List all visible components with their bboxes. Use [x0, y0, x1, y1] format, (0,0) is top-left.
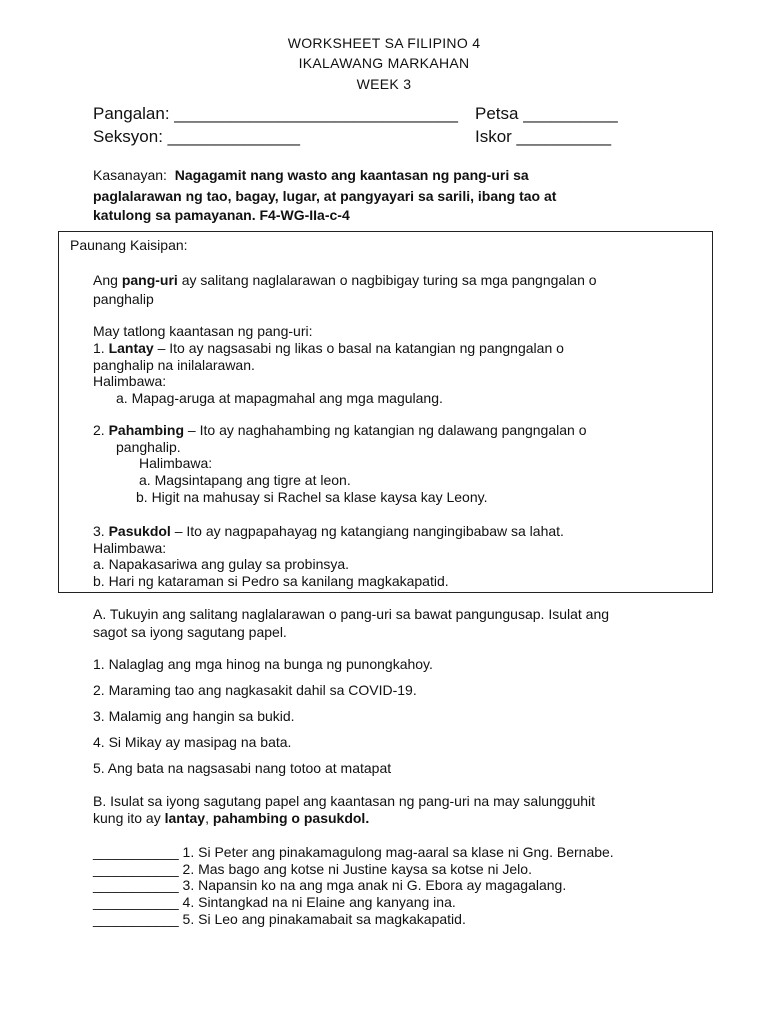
part-a-item: 3. Malamig ang hangin sa bukid. — [93, 708, 295, 724]
kasanayan-line-3: katulong sa pamayanan. F4-WG-IIa-c-4 — [93, 207, 350, 223]
pasukdol-term: Pasukdol — [108, 523, 171, 539]
part-b-item[interactable]: ___________ 3. Napansin ko na ang mga anak ni G. Ebora ay magagalang. — [93, 877, 567, 893]
pahambing-example-a: a. Magsintapang ang tigre at leon. — [139, 472, 351, 488]
pasukdol-example-a: a. Napakasariwa ang gulay sa probinsya. — [93, 556, 350, 572]
title-line-1: WORKSHEET SA FILIPINO 4 — [287, 35, 481, 51]
part-b-item[interactable]: ___________ 4. Sintangkad na ni Elaine ang kanyang ina. — [93, 894, 456, 910]
part-b-item[interactable]: ___________ 5. Si Leo ang pinakamabait sa magkakapatid. — [93, 911, 466, 927]
definition-term: pang-uri — [121, 272, 178, 288]
pasukdol-halimbawa: Halimbawa: — [93, 540, 167, 556]
pahambing-example-b: b. Higit na mahusay si Rachel sa klase kaysa kay Leony. — [136, 489, 488, 505]
kasanayan-label: Kasanayan: — [93, 167, 167, 183]
box-title: Paunang Kaisipan: — [70, 237, 188, 253]
definition-pre: Ang — [93, 272, 122, 288]
definition-line-2: panghalip — [93, 291, 154, 307]
lantay-desc: – Ito ay nagsasabi ng likas o basal na katangian ng pangngalan o — [153, 340, 564, 356]
pasukdol-num: 3. — [93, 523, 109, 539]
part-b-item[interactable]: ___________ 2. Mas bago ang kotse ni Justine kaysa sa kotse ni Jelo. — [93, 861, 532, 877]
title-line-3: WEEK 3 — [356, 76, 412, 92]
seksyon-field[interactable]: Seksyon: ______________ — [93, 127, 301, 146]
part-a-item: 2. Maraming tao ang nagkasakit dahil sa COVID-19. — [93, 682, 417, 698]
pahambing-line — [93, 422, 587, 438]
pahambing-desc-2: panghalip. — [116, 439, 181, 455]
iskor-field[interactable]: Iskor __________ — [475, 127, 612, 146]
pangalan-field[interactable]: Pangalan: ______________________________ — [93, 104, 458, 123]
part-b-item[interactable]: ___________ 1. Si Peter ang pinakamagulong mag-aaral sa klase ni Gng. Bernabe. — [93, 844, 614, 860]
definition-post: ay salitang naglalarawan o nagbibigay turing sa mga pangngalan o — [177, 272, 597, 288]
lantay-desc-2: panghalip na inilalarawan. — [93, 357, 255, 373]
pahambing-halimbawa: Halimbawa: — [139, 455, 213, 471]
lantay-line — [93, 340, 564, 356]
kasanayan-text-1: Nagagamit nang wasto ang kaantasan ng pang-uri sa — [174, 167, 529, 183]
part-a-item: 4. Si Mikay ay masipag na bata. — [93, 734, 292, 750]
lantay-term: Lantay — [108, 340, 154, 356]
pahambing-desc: – Ito ay naghahambing ng katangian ng dalawang pangngalan o — [184, 422, 587, 438]
lantay-example-a: a. Mapag-aruga at mapagmahal ang mga magulang. — [116, 390, 443, 406]
part-a-item: 5. Ang bata na nagsasabi nang totoo at matapat — [93, 760, 392, 776]
petsa-field[interactable]: Petsa __________ — [475, 104, 618, 123]
title-line-2: IKALAWANG MARKAHAN — [298, 55, 470, 71]
pasukdol-line — [93, 523, 564, 539]
pasukdol-desc: – Ito ay nagpapahayag ng katangiang nangingibabaw sa lahat. — [170, 523, 564, 539]
definition-line-1 — [93, 272, 597, 288]
part-b-instr-pre: kung ito ay — [93, 810, 165, 826]
part-a-instruction-2: sagot sa iyong sagutang papel. — [93, 624, 287, 640]
kasanayan-line-2: paglalarawan ng tao, bagay, lugar, at pangyayari sa sarili, ibang tao at — [93, 188, 557, 204]
kasanayan-line-1 — [93, 167, 529, 183]
pahambing-term: Pahambing — [108, 422, 185, 438]
part-a-item: 1. Nalaglag ang mga hinog na bunga ng punongkahoy. — [93, 656, 433, 672]
pasukdol-example-b: b. Hari ng kataraman si Pedro sa kanilang magkakapatid. — [93, 573, 449, 589]
pahambing-num: 2. — [93, 422, 109, 438]
kaantasan-intro: May tatlong kaantasan ng pang-uri: — [93, 323, 313, 339]
part-b-instruction-1: B. Isulat sa iyong sagutang papel ang kaantasan ng pang-uri na may salungguhit — [93, 793, 596, 809]
part-b-instruction-2 — [93, 810, 369, 826]
lantay-halimbawa: Halimbawa: — [93, 373, 167, 389]
part-a-instruction-1: A. Tukuyin ang salitang naglalarawan o pang-uri sa bawat pangungusap. Isulat ang — [93, 606, 610, 622]
part-b-sep: , — [205, 810, 213, 826]
lantay-num: 1. — [93, 340, 109, 356]
part-b-options: pahambing o pasukdol. — [212, 810, 370, 826]
part-b-lantay: lantay — [164, 810, 206, 826]
